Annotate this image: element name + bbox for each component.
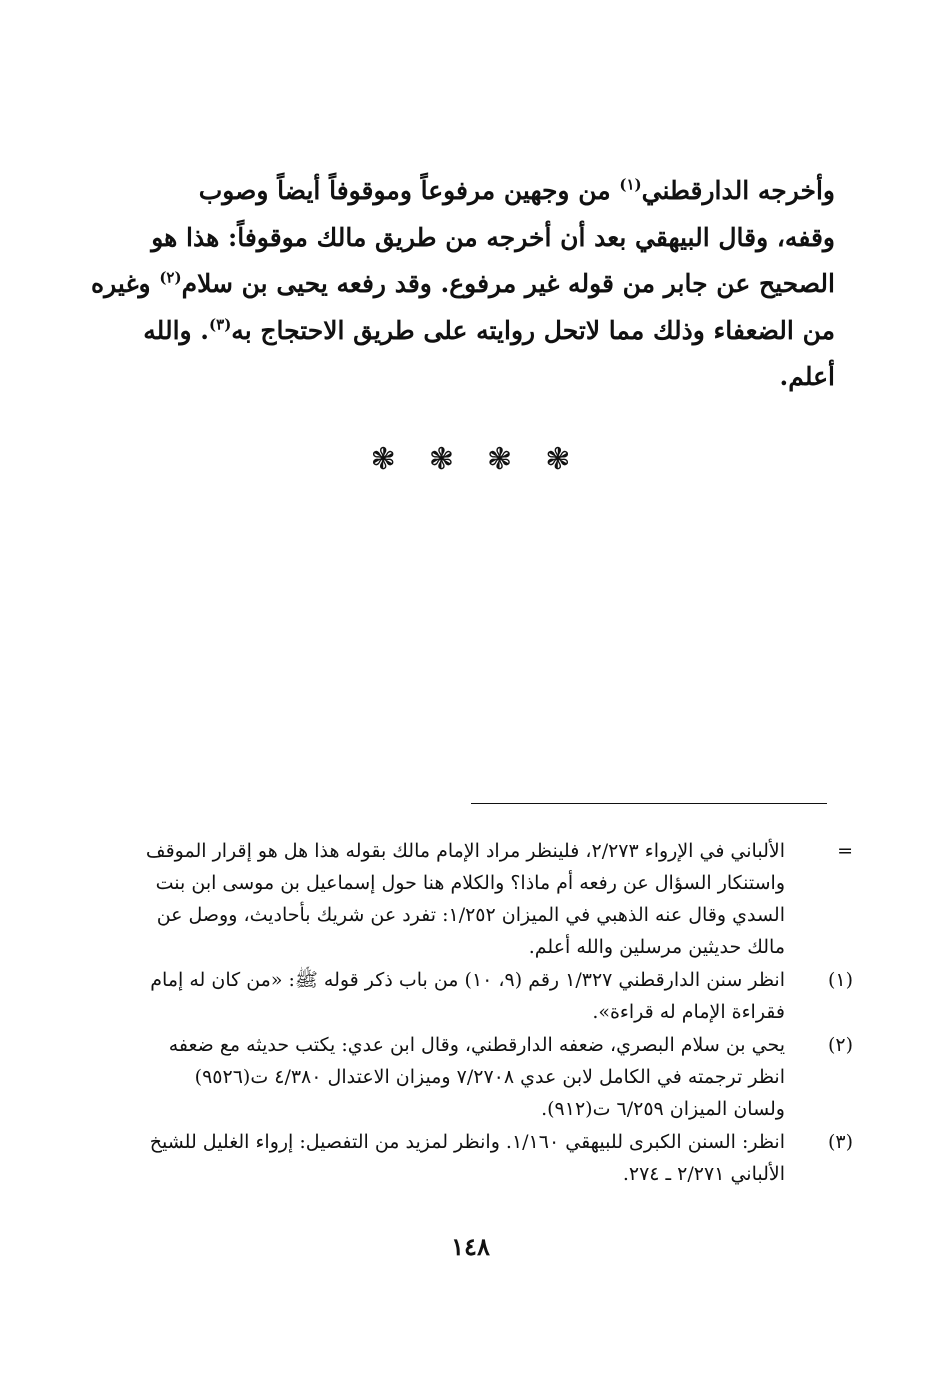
footnote-line: السدي وقال عنه الذهبي في الميزان ١/٢٥٢: تفرد عن شريك بأحاديث، ووصل عن [156,904,785,926]
footnote-ref: (٢) [159,268,182,287]
body-line: الصحيح عن جابر من قوله غير مرفوع. وقد رفعه يحيى بن سلام$^{(٢)}$ وغيره [91,268,835,298]
section-separator [0,442,941,477]
footnote-1 [100,964,853,1028]
footnote-mark: = [837,840,853,862]
footnote-ref: (٣) [209,315,232,334]
asterisk-ornament: ❃ [370,442,396,477]
asterisk-ornament: ❃ [487,442,513,477]
footnote-line: فقراءة الإمام له قراءة». [592,1001,785,1023]
footnote-mark: (٣) [827,1131,853,1153]
page-number: ١٤٨ [451,1232,490,1261]
footnote-line: انظر ترجمته في الكامل لابن عدي ٧/٢٧٠٨ وميزان الاعتدال ٤/٣٨٠ ت(٩٥٢٦) [194,1066,785,1088]
footnote-2 [100,1029,853,1125]
footnote-line: ولسان الميزان ٦/٢٥٩ ت(٩١٢). [541,1098,785,1120]
footnote-line: الألباني في الإرواء ٢/٢٧٣، فلينظر مراد الإمام مالك بقوله هذا هل هو إقرار الموقف [145,840,785,862]
asterisk-ornament: ❃ [545,442,571,477]
main-paragraph [91,168,835,401]
body-line: وأخرجه الدارقطني$^{(١)}$ من وجهين مرفوعاً وموقوفاً أيضاً وصوب [198,175,835,205]
footnote-line: انظر: السنن الكبرى للبيهقي ١/١٦٠. وانظر لمزيد من التفصيل: إرواء الغليل للشيخ [149,1131,785,1153]
footnote-mark: (٢) [827,1034,853,1056]
footnote-line: انظر سنن الدارقطني ١/٣٢٧ رقم (٩، ١٠) من باب ذكر قوله ﷺ: «من كان له إمام [150,969,785,991]
footnotes [100,835,853,1191]
footnote-line: مالك حديثين مرسلين والله أعلم. [528,936,785,958]
footnote-line: الألباني ٢/٢٧١ ـ ٢٧٤. [622,1163,785,1185]
footnote-ref: (١) [619,175,642,194]
footnote-continuation [100,835,853,963]
body-line: وقفه، وقال البيهقي بعد أن أخرجه من طريق مالك موقوفاً: هذا هو [151,222,835,252]
footnote-line: يحي بن سلام البصري، ضعفه الدارقطني، وقال ابن عدي: يكتب حديثه مع ضعفه [168,1034,785,1056]
asterisk-ornament: ❃ [428,442,454,477]
body-line: من الضعفاء وذلك مما لاتحل روايته على طريق الاحتجاج به$^{(٣)}$. والله [143,315,835,345]
footnote-line: واستنكار السؤال عن رفعه أم ماذا؟ والكلام هنا حول إسماعيل بن موسى ابن بنت [155,872,785,894]
footnote-rule [471,803,827,804]
footnote-mark: (١) [827,969,853,991]
footnote-3 [100,1126,853,1190]
body-line: أعلم. [779,362,835,391]
